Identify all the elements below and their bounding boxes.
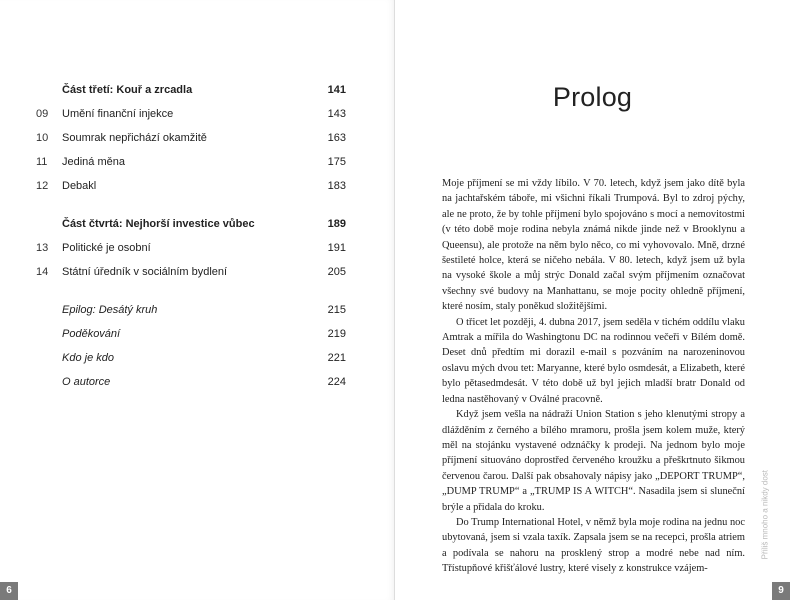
toc-chapter-number: 13 <box>36 242 49 254</box>
paragraph: O třicet let později, 4. dubna 2017, jsem seděla v tichém oddílu vlaku Amtrak a mířila do Washingtonu DC na rodinnou večeři v Bílém domě. Deset dnů předtím mi dorazil e-mail s pozváním na narozeninovou oslavu mých dvou tet: Maryanne, které bylo osmdesát, a Elizabeth, které bylo pětasedmdesát. V této době už byl jejich mladší bratr Donald od ledna nastěhovaný v Oválné pracovně. <box>442 316 745 405</box>
toc-part-row <box>36 212 346 236</box>
toc-row <box>36 322 346 346</box>
paragraph: Do Trump International Hotel, v němž byla moje rodina na jednu noc ubytovaná, jsem si vzala taxík. Zapsala jsem se na recepci, prošla atriem a podívala se nahoru na prosklený strop a modré nebe nad ním. Třístupňové křišťálové lustry, které visely z konstrukce vzájem- <box>442 516 745 575</box>
toc-part-row <box>36 78 346 102</box>
paragraph: Moje příjmení se mi vždy líbilo. V 70. letech, když jsem jako dítě byla na jachtařském táboře, mi všichni říkali Trumpová. Byl to zdroj pýchy, ale ne proto, že by tohle příjmení bylo spojováno s mocí a nemovitostmi (v této době moje rodina nebyla známá nikde jinde než v Brooklynu a Queensu), ale protože na něm bylo něco, co mi vyhovovalo. Mně, drzné šestileté holce, která se ničeho nebála. V 80. letech, když jsem už byla na vysoké škole a můj strýc Donald začal svým příjmením označovat všechny své budovy na Manhattanu, se moje pocity ohledně příjmení, které nosím, staly poněkud složitějšími. <box>442 178 745 313</box>
paragraph: Když jsem vešla na nádraží Union Station s jeho klenutými stropy a dlážděním z černého a bílého mramoru, prošla jsem kolem muže, který měl na stojánku vystavené odznáčky k prodeji. Na jednom bylo moje příjmení situováno doprostřed červeného kroužku a přeškrtnuto šikmou červenou čarou. Další pak obsahovaly nápisy jako „DEPORT TRUMP“, „DUMP TRUMP“ a „TRUMP IS A WITCH“. Nasadila jsem si sluneční brýle a přidala do kroku. <box>442 409 745 513</box>
toc-page-number: 224 <box>327 376 346 388</box>
toc-chapter-number: 10 <box>36 132 49 144</box>
toc-row <box>36 126 346 150</box>
toc-chapter-number: 09 <box>36 108 49 120</box>
toc-row <box>36 102 346 126</box>
right-page-number: 9 <box>772 582 790 600</box>
toc-title: O autorce <box>62 376 111 388</box>
toc-title: Politické je osobní <box>62 242 151 254</box>
toc-page-number: 205 <box>327 266 346 278</box>
toc-page-number: 175 <box>327 156 346 168</box>
toc-row <box>36 346 346 370</box>
prologue-text <box>442 176 745 577</box>
toc-title: Část třetí: Kouř a zrcadla <box>62 84 193 96</box>
toc-title: Jediná měna <box>62 156 125 168</box>
running-head: Příliš mnoho a nikdy dost <box>760 470 769 560</box>
toc-page-number: 215 <box>327 304 346 316</box>
toc-page-number: 221 <box>327 352 346 364</box>
toc-title: Část čtvrtá: Nejhorší investice vůbec <box>62 218 255 230</box>
toc-spacer <box>36 284 346 298</box>
toc-row <box>36 236 346 260</box>
toc-chapter-number: 11 <box>36 156 48 168</box>
toc-row <box>36 298 346 322</box>
table-of-contents <box>36 78 346 394</box>
toc-page-number: 143 <box>327 108 346 120</box>
toc-chapter-number: 14 <box>36 266 49 278</box>
toc-title: Soumrak nepřichází okamžitě <box>62 132 207 144</box>
toc-row <box>36 150 346 174</box>
toc-page-number: 183 <box>327 180 346 192</box>
toc-page-number: 191 <box>327 242 346 254</box>
toc-row <box>36 370 346 394</box>
toc-title: Poděkování <box>62 328 121 340</box>
toc-title: Debakl <box>62 180 97 192</box>
toc-page-number: 219 <box>327 328 346 340</box>
toc-row <box>36 260 346 284</box>
toc-title: Umění finanční injekce <box>62 108 174 120</box>
toc-chapter-number: 12 <box>36 180 49 192</box>
toc-row <box>36 174 346 198</box>
left-page-number: 6 <box>0 582 18 600</box>
right-page <box>395 0 790 600</box>
toc-title: Státní úředník v sociálním bydlení <box>62 266 228 278</box>
chapter-heading: Prolog <box>552 82 633 112</box>
toc-page-number: 163 <box>327 132 346 144</box>
toc-title: Kdo je kdo <box>62 352 114 364</box>
toc-page-number: 141 <box>327 84 346 96</box>
toc-page-number: 189 <box>327 218 346 230</box>
toc-title: Epilog: Desátý kruh <box>62 304 158 316</box>
toc-spacer <box>36 198 346 212</box>
